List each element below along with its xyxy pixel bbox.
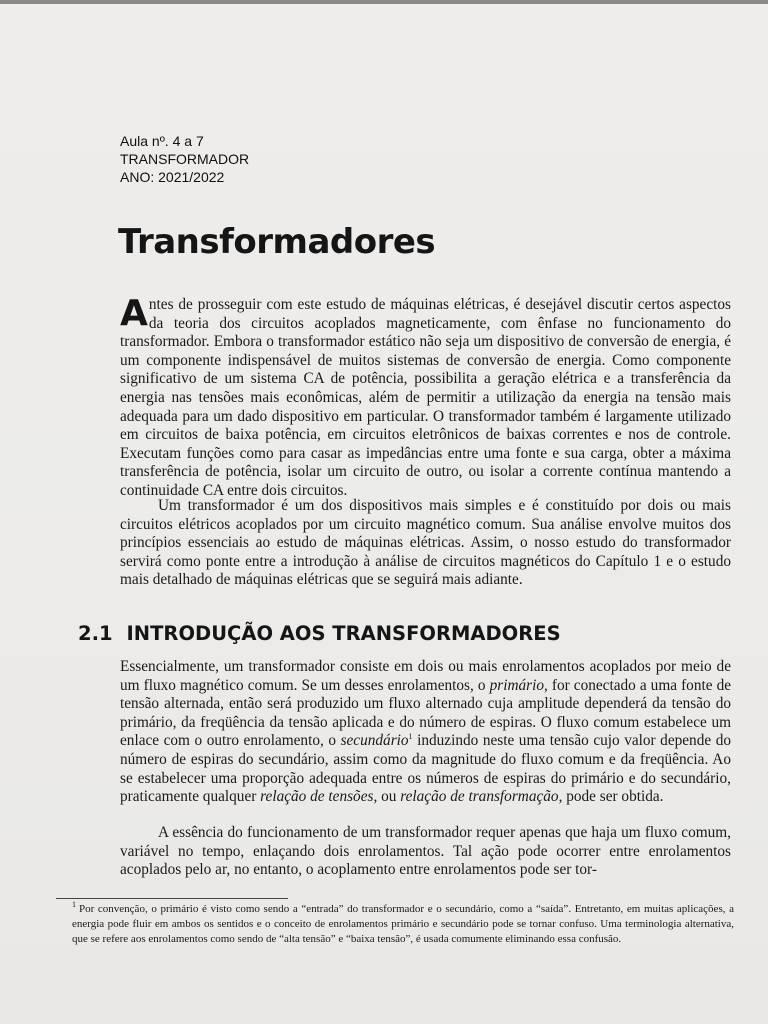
- drop-cap-letter: A: [120, 293, 148, 334]
- text-run: induzindo neste uma tensão cujo valor depende do número de espiras do secundário, assim como da magnitude do fluxo comum e da freqüência. Ao se estabelecer uma proporção adequada entre os números de espiras do primário e do secundário, praticamente qualquer: [120, 732, 731, 806]
- term-relacao-tensoes: relação de tensões: [260, 788, 374, 806]
- text-run: , pode ser obtida.: [558, 788, 664, 806]
- chapter-title: Transformadores: [118, 222, 436, 262]
- text-run: Essencialmente, um transformador consiste em dois ou mais enrolamentos acoplados por meio de um fluxo magnético comum. Se um desses enrolamentos, o: [120, 658, 731, 694]
- course-note-line-year: ANO: 2021/2022: [120, 169, 225, 185]
- intro-paragraph-2: Um transformador é um dos dispositivos mais simples e é constituído por dois ou mais circuitos elétricos acoplados por um circuito magnético comum. Sua análise envolve muitos dos princípios essenciais ao estudo de máquinas elétricas. Assim, o nosso estudo do transformador servirá como ponte entre a introdução à análise de circuitos magnéticos do Capítulo 1 e o estudo mais detalhado de máquinas elétricas que se seguirá mais adiante.: [120, 497, 731, 589]
- course-note-line-lesson: Aula nº. 4 a 7: [120, 133, 204, 149]
- term-secundario: secundário: [340, 732, 409, 750]
- intro-paragraph-1: [120, 293, 731, 501]
- text-run: , for conectado a uma fonte de tensão alternada, então será produzido um fluxo alternado cuja amplitude dependerá da tensão do primário, da freqüência da tensão aplicada e do número de espiras. O fluxo comum estabelece um enlace com o outro enrolamento, o: [120, 676, 732, 750]
- term-relacao-transformacao: relação de transformação: [400, 788, 559, 806]
- footnote-text: Por convenção, o primário é visto como sendo a “entrada” do transformador e o secundário, como a “saída”. Entretanto, em muitas aplicações, a energia pode fluir em ambos os sentidos e o conceito de enrolamentos primário e secundário pode se tornar confuso. Uma terminologia alternativa, que se refere aos enrolamentos como sendo de “alta tensão” e “baixa tensão”, é usada comumente eliminando essa confusão.: [72, 903, 734, 946]
- footnote-divider: [56, 898, 288, 899]
- text-run: , ou: [373, 788, 401, 806]
- term-primario: primário: [489, 676, 544, 694]
- section-paragraph-2: A essência do funcionamento de um transformador requer apenas que haja um fluxo comum, variável no tempo, enlaçando dois enrolamentos. Tal ação pode ocorrer entre enrolamentos acoplados pelo ar, no entanto, o acoplamento entre enrolamentos pode ser tor-: [120, 824, 731, 879]
- section-paragraph-1: [120, 658, 731, 807]
- section-number: 2.1: [78, 622, 113, 645]
- course-note-line-subject: TRANSFORMADOR: [120, 151, 250, 167]
- footnote-mark: 1: [72, 900, 76, 910]
- drop-cap: [120, 293, 148, 334]
- section-title: INTRODUÇÃO AOS TRANSFORMADORES: [126, 622, 561, 645]
- footnote-reference: 1: [408, 732, 413, 742]
- section-heading: [78, 622, 561, 645]
- intro-paragraph-1-text: ntes de prosseguir com este estudo de máquinas elétricas, é desejável discutir certos aspectos da teoria dos circuitos acoplados magneticamente, com ênfase no funcionamento do transformador. Embora o transformador estático não seja um dispositivo de conversão de energia, é um componente indispensável de muitos sistemas de conversão de energia. Como componente significativo de um sistema CA de potência, possibilita a geração elétrica e a transferência da energia nas tensões mais econômicas, além de permitir a utilização da energia na tensão mais adequada para um dado dispositivo em particular. O transformador também é largamente utilizado em circuitos de baixa potência, em circuitos eletrônicos de baixas correntes e nos de controle. Executam funções como para casar as impedâncias entre uma fonte e sua carga, obter a máxima transferência de potência, isolar um circuito de outro, ou isolar a corrente contínua mantendo a continuidade CA entre dois circuitos.: [120, 296, 731, 499]
- course-note: [120, 132, 249, 186]
- footnote: [72, 902, 734, 948]
